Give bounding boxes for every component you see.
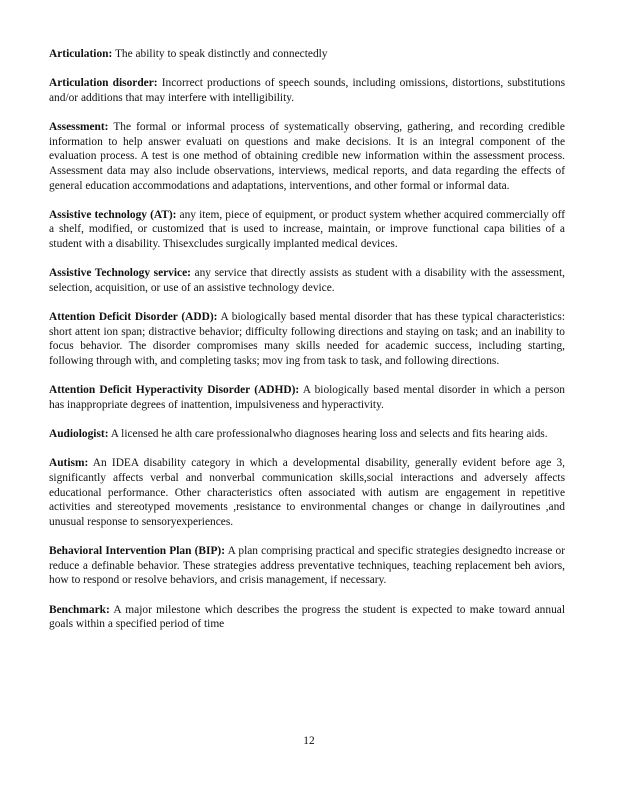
glossary-definition: The formal or informal process of systematically observing, gathering, and recording credible information to help answer evaluati on questions and make decisions. It is an integral component of the evaluation process. A test is one method of obtaining credible new information within the assessment process. Assessment data may also include observations, interviews, medical reports, and data regarding the effects of general education accommodations and adaptations, interventions, and other formal or informal data. (49, 121, 565, 192)
glossary-term: Articulation disorder: (49, 77, 158, 90)
glossary-term: Articulation: (49, 48, 113, 60)
glossary-definition: The ability to speak distinctly and connectedly (114, 48, 328, 60)
glossary-definition: A biologically based mental disorder in which a person has inappropriate degrees of inattention, impulsiveness and hyperactivity. (49, 384, 565, 411)
glossary-term: Benchmark: (49, 603, 110, 616)
glossary-definition: Incorrect productions of speech sounds, including omissions, distortions, substitutions and/or additions that may interfere with intelligibility. (49, 77, 565, 104)
glossary-entry-articulation-disorder (49, 76, 565, 105)
glossary-list (49, 47, 565, 646)
page-number: 12 (303, 735, 315, 747)
glossary-definition: A major milestone which describes the progress the student is expected to make toward annual goals within a specified period of time (49, 603, 565, 631)
glossary-term: Assistive technology (AT): (49, 208, 177, 221)
glossary-entry-assistive-technology (49, 208, 565, 252)
glossary-entry-adhd (49, 383, 565, 412)
glossary-definition: A plan comprising practical and specific strategies designedto increase or reduce a definable behavior. These strategies address preventative techniques, teaching replacement beh aviors, how to respond or resolve behaviors, and crisis management, if necessary. (49, 545, 566, 587)
glossary-entry-articulation (49, 47, 565, 62)
glossary-entry-assessment (49, 120, 565, 193)
glossary-definition: A licensed he alth care professionalwho diagnoses hearing loss and selects and fits hearing aids. (110, 428, 548, 441)
glossary-term: Assistive Technology service: (49, 267, 191, 280)
glossary-definition: A biologically based mental disorder that has these typical characteristics: short attent ion span; distractive behavior; difficulty following directions and staying on task; and an inability to focus behavior. The disorder compromises many skills needed for academic success, including starting, following through with, and completing tasks; mov ing from task to task, and following directions. (49, 311, 566, 367)
glossary-term: Assessment: (49, 121, 109, 134)
glossary-definition: any service that directly assists as student with a disability with the assessment, selection, acquisition, or use of an assistive technology device. (49, 267, 565, 294)
glossary-term: Attention Deficit Disorder (ADD): (49, 311, 218, 324)
glossary-definition: An IDEA disability category in which a developmental disability, generally evident before age 3, significantly affects verbal and nonverbal communication skills,social interactions and adversely affects educational performance. Other characteristics often associated with autism are engagement in repetitive activities and stereotyped movements ,resistance to environmental changes or change in dailyroutines ,and unusual response to sensoryexperiences. (49, 457, 565, 528)
glossary-term: Behavioral Intervention Plan (BIP): (49, 545, 225, 558)
glossary-term: Audiologist: (49, 428, 109, 441)
glossary-entry-assistive-technology-service (49, 266, 565, 295)
glossary-term: Attention Deficit Hyperactivity Disorder (ADHD): (49, 384, 300, 397)
glossary-term: Autism: (49, 457, 89, 470)
glossary-entry-add (49, 310, 565, 368)
glossary-entry-autism (49, 456, 565, 529)
glossary-entry-bip (49, 544, 565, 588)
glossary-entry-audiologist (49, 427, 565, 442)
glossary-definition: any item, piece of equipment, or product system whether acquired commercially off a shelf, modified, or customized that is used to increase, maintain, or improve functional capa bilities of a student with a disability. Thisexcludes surgically implanted medical devices. (49, 208, 565, 250)
glossary-entry-benchmark (49, 603, 565, 632)
